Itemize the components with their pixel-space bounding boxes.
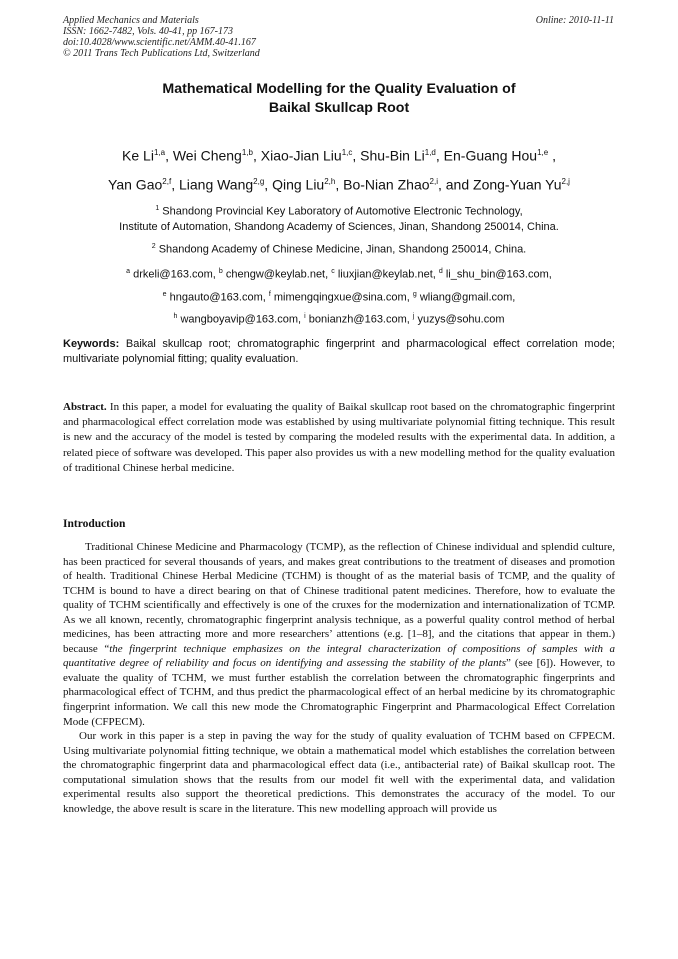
author-line-1: Ke Li$^{1,a}$, Wei Cheng$^{1,b}$, Xiao-Jian Liu$^{1,c}$, Shu-Bin Li$^{1,d}$, En-Guang Hou$^{1,e}$ ,	[122, 147, 556, 164]
author-list	[40, 140, 638, 197]
abstract-label: Abstract.	[63, 401, 107, 413]
keywords	[63, 337, 615, 367]
email-link[interactable]: wliang@gmail.com	[419, 291, 513, 304]
author: En-Guang Hou	[443, 147, 538, 164]
email-line-1: $^a$ drkeli@163.com, $^b$ chengw@keylab.net, $^c$ liuxjian@keylab.net, $^d$ li_shu_bin@163.com,	[126, 268, 552, 281]
author: Ke Li	[122, 147, 154, 164]
author: Shu-Bin Li	[360, 147, 425, 164]
affiliations	[40, 201, 638, 330]
section-heading-introduction: Introduction	[63, 518, 126, 530]
online-date: Online: 2010-11-11	[535, 15, 614, 26]
email-link[interactable]: bonianzh@163.com	[308, 314, 407, 327]
affiliation-1	[40, 201, 638, 220]
email-link[interactable]: hngauto@163.com	[169, 291, 263, 304]
author-sup: 1,a	[153, 148, 166, 157]
abstract-text: In this paper, a model for evaluating the quality of Baikal skullcap root based on the chromatographic fingerprint and pharmacological effect correlation mode was established by using multivariate polynomial fitting technique. This result is new and the accuracy of the model is tested by comparing the modeled results with the experimental data. In addition, a related piece of software was developed. This paper also provides us with a new modelling method for the quality evaluation of traditional Chinese herbal medicine.	[63, 401, 615, 474]
email-link[interactable]: drkeli@163.com	[133, 268, 213, 281]
author-sup: 1,b	[241, 148, 253, 157]
affiliation-text: Shandong Provincial Key Laboratory of Automotive Electronic Technology,	[162, 205, 523, 218]
doi-line: doi:10.4028/www.scientific.net/AMM.40-41.167	[63, 37, 256, 48]
quoted-text: the fingerprint technique emphasizes on the integral characterization of compositions of samples with a quantitative degree of reliability and focus on identifying and assessing the stability of the plants	[63, 642, 615, 670]
email-link[interactable]: chengw@keylab.net	[225, 268, 326, 281]
title-line-2: Baikal Skullcap Root	[268, 100, 410, 116]
email-link[interactable]: yuzys@sohu.com	[417, 314, 505, 327]
paragraph: Our work in this paper is a step in paving the way for the study of quality evaluation of TCHM based on CFPECM. Using multivariate polynomial fitting technique, we obtain a mathematical model which establishes the correlation between the chromatographic fingerprint data and pharmacological effect data (i.e., antibacterial rate) of Baikal skullcap root. The computational simulation shows that the results from our model fit well with the experimental data, and validation experimental results also support the theoretical predictions. This demonstrates the accuracy of the model. To our knowledge, the above result is scare in the literature. This new modelling approach will provide us	[63, 730, 615, 815]
author-sup: 1,d	[424, 148, 436, 157]
issn-line: ISSN: 1662-7482, Vols. 40-41, pp 167-173	[63, 26, 233, 37]
author: Yan Gao	[108, 176, 163, 193]
author: Xiao-Jian Liu	[260, 147, 342, 164]
author: Liang Wang	[178, 176, 254, 193]
author-conjunction: and	[445, 176, 470, 193]
affiliation-2	[40, 239, 638, 258]
author-sup: 2,h	[324, 176, 336, 186]
introduction-body	[63, 540, 615, 816]
email-link[interactable]: li_shu_bin@163.com	[445, 268, 549, 281]
email-list	[40, 262, 638, 330]
author: Zong-Yuan Yu	[473, 176, 562, 193]
email-link[interactable]: wangboyavip@163.com	[180, 314, 299, 327]
paragraph	[63, 540, 615, 729]
title-line-1: Mathematical Modelling for the Quality Evaluation of	[162, 81, 516, 97]
journal-header	[63, 15, 260, 59]
email-line-3: $^h$ wangboyavip@163.com, $^i$ bonianzh@163.com, $^j$ yuzys@sohu.com	[173, 313, 505, 327]
abstract	[63, 400, 615, 476]
author-sup: 1,e	[537, 148, 549, 157]
email-link[interactable]: mimengqingxue@sina.com	[273, 291, 407, 304]
paragraph-text: Traditional Chinese Medicine and Pharmacology (TCMP), as the reflection of Chinese individual and splendid culture, has been practiced for several thousands of years, and makes great contributions to the treatment of diseases and promotion of health. Traditional Chinese Herbal Medicine (TCHM) is thought of as the material basis of TCMP, and the quality of TCHM is bound to have a direct bearing on that of Chinese traditional patent medicines. Therefore, how to evaluate the quality of TCHM scientifically and effectively is one of the cruxes for the modernization and internationalization of TCMP. As we all known, recently, chromatographic fingerprint analysis technique, as a powerful quality control method of herbal medicines, has been attracting more and more researchers’ attentions (e.g. [1–8], and the citations that appear in them.) because “	[63, 541, 615, 655]
author-sup: 1,c	[341, 148, 353, 157]
paragraph-text: ” (see [6]). However, to evaluate the quality of TCHM, we must further establish the correlation between the chromatographic fingerprints and pharmacological effect of TCHM, and thus predict the pharmacological effect of an herbal medicine by its chromatographic fingerprint information. We call this new mode the Chromatographic Fingerprint and Pharmacological Effect Correlation Mode (CFPECM).	[63, 657, 615, 728]
affiliation-1-cont: Institute of Automation, Shandong Academy of Sciences, Jinan, Shandong 250014, China.	[119, 221, 559, 234]
author: Bo-Nian Zhao	[343, 176, 430, 193]
paper-title	[0, 80, 678, 118]
email-link[interactable]: liuxjian@keylab.net	[337, 268, 433, 281]
keywords-label: Keywords:	[63, 338, 120, 350]
author-line-2: Yan Gao$^{2,f}$, Liang Wang$^{2,g}$, Qing Liu$^{2,h}$, Bo-Nian Zhao$^{2,i}$, and Zong-Yuan Yu$^{2,j}$	[108, 176, 570, 193]
author-sup: 2,j	[561, 176, 570, 186]
copyright-line: © 2011 Trans Tech Publications Ltd, Switzerland	[63, 48, 260, 59]
author: Qing Liu	[272, 176, 325, 193]
keywords-text: Baikal skullcap root; chromatographic fingerprint and pharmacological effect correlation mode; multivariate polynomial fitting; quality evaluation.	[63, 338, 615, 365]
author-sup: 2,i	[429, 176, 438, 186]
affiliation-text: Shandong Academy of Chinese Medicine, Jinan, Shandong 250014, China.	[158, 243, 527, 256]
affiliation-sup: 1	[155, 205, 160, 212]
author: Wei Cheng	[172, 147, 242, 164]
author-sup: 2,f	[162, 176, 172, 186]
author-sup: 2,g	[253, 176, 265, 186]
journal-name: Applied Mechanics and Materials	[63, 15, 199, 26]
email-line-2: $^e$ hngauto@163.com, $^f$ mimengqingxue@sina.com, $^g$ wliang@gmail.com,	[162, 290, 516, 304]
affiliation-sup: 2	[151, 242, 156, 250]
